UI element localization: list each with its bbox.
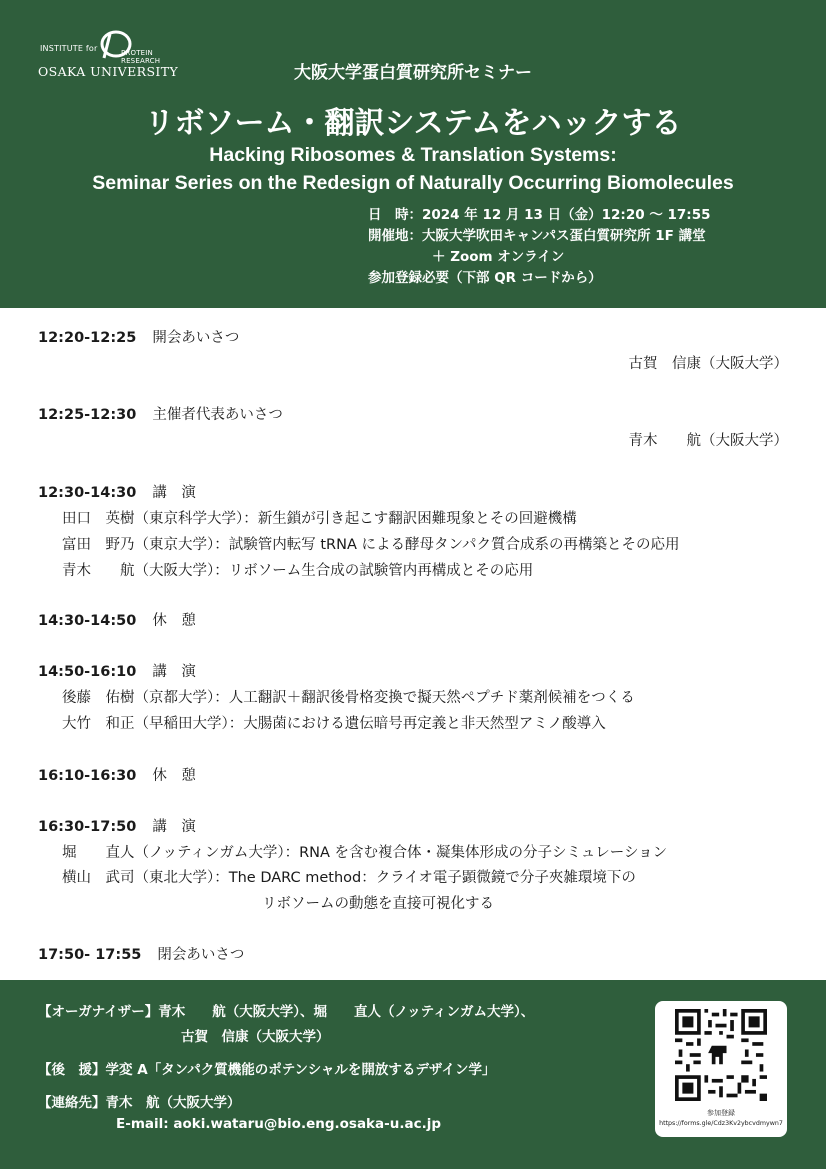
program-label: 休 憩 bbox=[152, 613, 196, 629]
program-item bbox=[38, 481, 790, 502]
event-venue: 開催地：大阪大学吹田キャンパス蛋白質研究所 1F 講堂 bbox=[368, 228, 706, 244]
talk-item: 横山 武司（東北大学）：The DARC method：クライオ電子顕微鏡で分子夾雑環境下の bbox=[62, 870, 636, 886]
logo-line1b: PROTEIN RESEARCH bbox=[121, 49, 161, 65]
program-time: 12:30-14:30 bbox=[38, 485, 137, 501]
program-speaker: 青木 航（大阪大学） bbox=[628, 433, 788, 449]
program-time: 16:30-17:50 bbox=[38, 819, 137, 835]
title-english-line2: Seminar Series on the Redesign of Naturally Occurring Biomolecules bbox=[92, 172, 734, 194]
program-label: 主催者代表あいさつ bbox=[152, 407, 283, 423]
program-time: 17:50- 17:55 bbox=[38, 947, 142, 963]
program-time: 14:30-14:50 bbox=[38, 613, 137, 629]
program-time: 12:25-12:30 bbox=[38, 407, 137, 423]
program-label: 閉会あいさつ bbox=[157, 947, 245, 963]
event-date: 日 時：2024 年 12 月 13 日（金）12:20 〜 17:55 bbox=[368, 207, 711, 223]
organizers-line2: 古賀 信康（大阪大学） bbox=[181, 1029, 330, 1045]
program-item bbox=[38, 609, 790, 630]
logo-line2: OSAKA UNIVERSITY bbox=[38, 64, 179, 79]
program-item bbox=[38, 326, 790, 347]
program-time: 12:20-12:25 bbox=[38, 330, 137, 346]
qr-code-icon[interactable] bbox=[675, 1009, 767, 1101]
program-label: 休 憩 bbox=[152, 768, 196, 784]
title-english-line1: Hacking Ribosomes & Translation Systems: bbox=[209, 144, 617, 166]
program-label: 講 演 bbox=[152, 485, 196, 501]
talk-item: 大竹 和正（早稲田大学）：大腸菌における遺伝暗号再定義と非天然型アミノ酸導入 bbox=[62, 716, 606, 732]
program-item bbox=[38, 403, 790, 424]
talk-item: 堀 直人（ノッティンガム大学）：RNA を含む複合体・凝集体形成の分子シミュレーション bbox=[62, 845, 668, 861]
talk-item: 後藤 佑樹（京都大学）：人工翻訳＋翻訳後骨格変換で擬天然ペプチド薬剤候補をつくる bbox=[62, 690, 635, 706]
qr-label: 参加登録 bbox=[707, 1109, 735, 1117]
header-banner bbox=[0, 0, 826, 308]
program-item bbox=[38, 815, 790, 836]
talk-item: 青木 航（大阪大学）：リボソーム生合成の試験管内再構成とその応用 bbox=[62, 563, 534, 579]
program-label: 開会あいさつ bbox=[152, 330, 240, 346]
program-item bbox=[38, 660, 790, 681]
program-time: 16:10-16:30 bbox=[38, 768, 137, 784]
program-speaker: 古賀 信康（大阪大学） bbox=[628, 356, 788, 372]
title-japanese: リボソーム・翻訳システムをハックする bbox=[144, 106, 682, 141]
event-info bbox=[368, 205, 711, 289]
organizers-line1: 【オーガナイザー】青木 航（大阪大学）、堀 直人（ノッティンガム大学）、 bbox=[38, 1004, 535, 1020]
logo-line1: INSTITUTE for bbox=[40, 44, 98, 53]
talk-continuation: リボソームの動態を直接可視化する bbox=[262, 896, 494, 912]
talk-item: 田口 英樹（東京科学大学）：新生鎖が引き起こす翻訳困難現象とその回避機構 bbox=[62, 511, 577, 527]
program-item bbox=[38, 943, 790, 964]
program-label: 講 演 bbox=[152, 819, 196, 835]
qr-card[interactable] bbox=[655, 1001, 787, 1137]
event-venue-online: ＋ Zoom オンライン bbox=[432, 249, 565, 265]
program-item bbox=[38, 764, 790, 785]
talk-item: 富田 野乃（東京大学）：試験管内転写 tRNA による酵母タンパク質合成系の再構築とその応用 bbox=[62, 537, 680, 553]
support-line: 【後 援】学変 A「タンパク質機能のポテンシャルを開放するデザイン学」 bbox=[38, 1062, 496, 1078]
program-label: 講 演 bbox=[152, 664, 196, 680]
qr-url[interactable]: https://forms.gle/Cdz3Kv2ybcvdmywn7 bbox=[659, 1120, 783, 1127]
contact-line1: 【連絡先】青木 航（大阪大学） bbox=[38, 1095, 241, 1111]
seminar-name: 大阪大学蛋白質研究所セミナー bbox=[294, 63, 532, 83]
event-registration: 参加登録必要（下部 QR コードから） bbox=[368, 270, 602, 286]
contact-email: E-mail: aoki.wataru@bio.eng.osaka-u.ac.jp bbox=[116, 1116, 442, 1132]
program-time: 14:50-16:10 bbox=[38, 664, 137, 680]
